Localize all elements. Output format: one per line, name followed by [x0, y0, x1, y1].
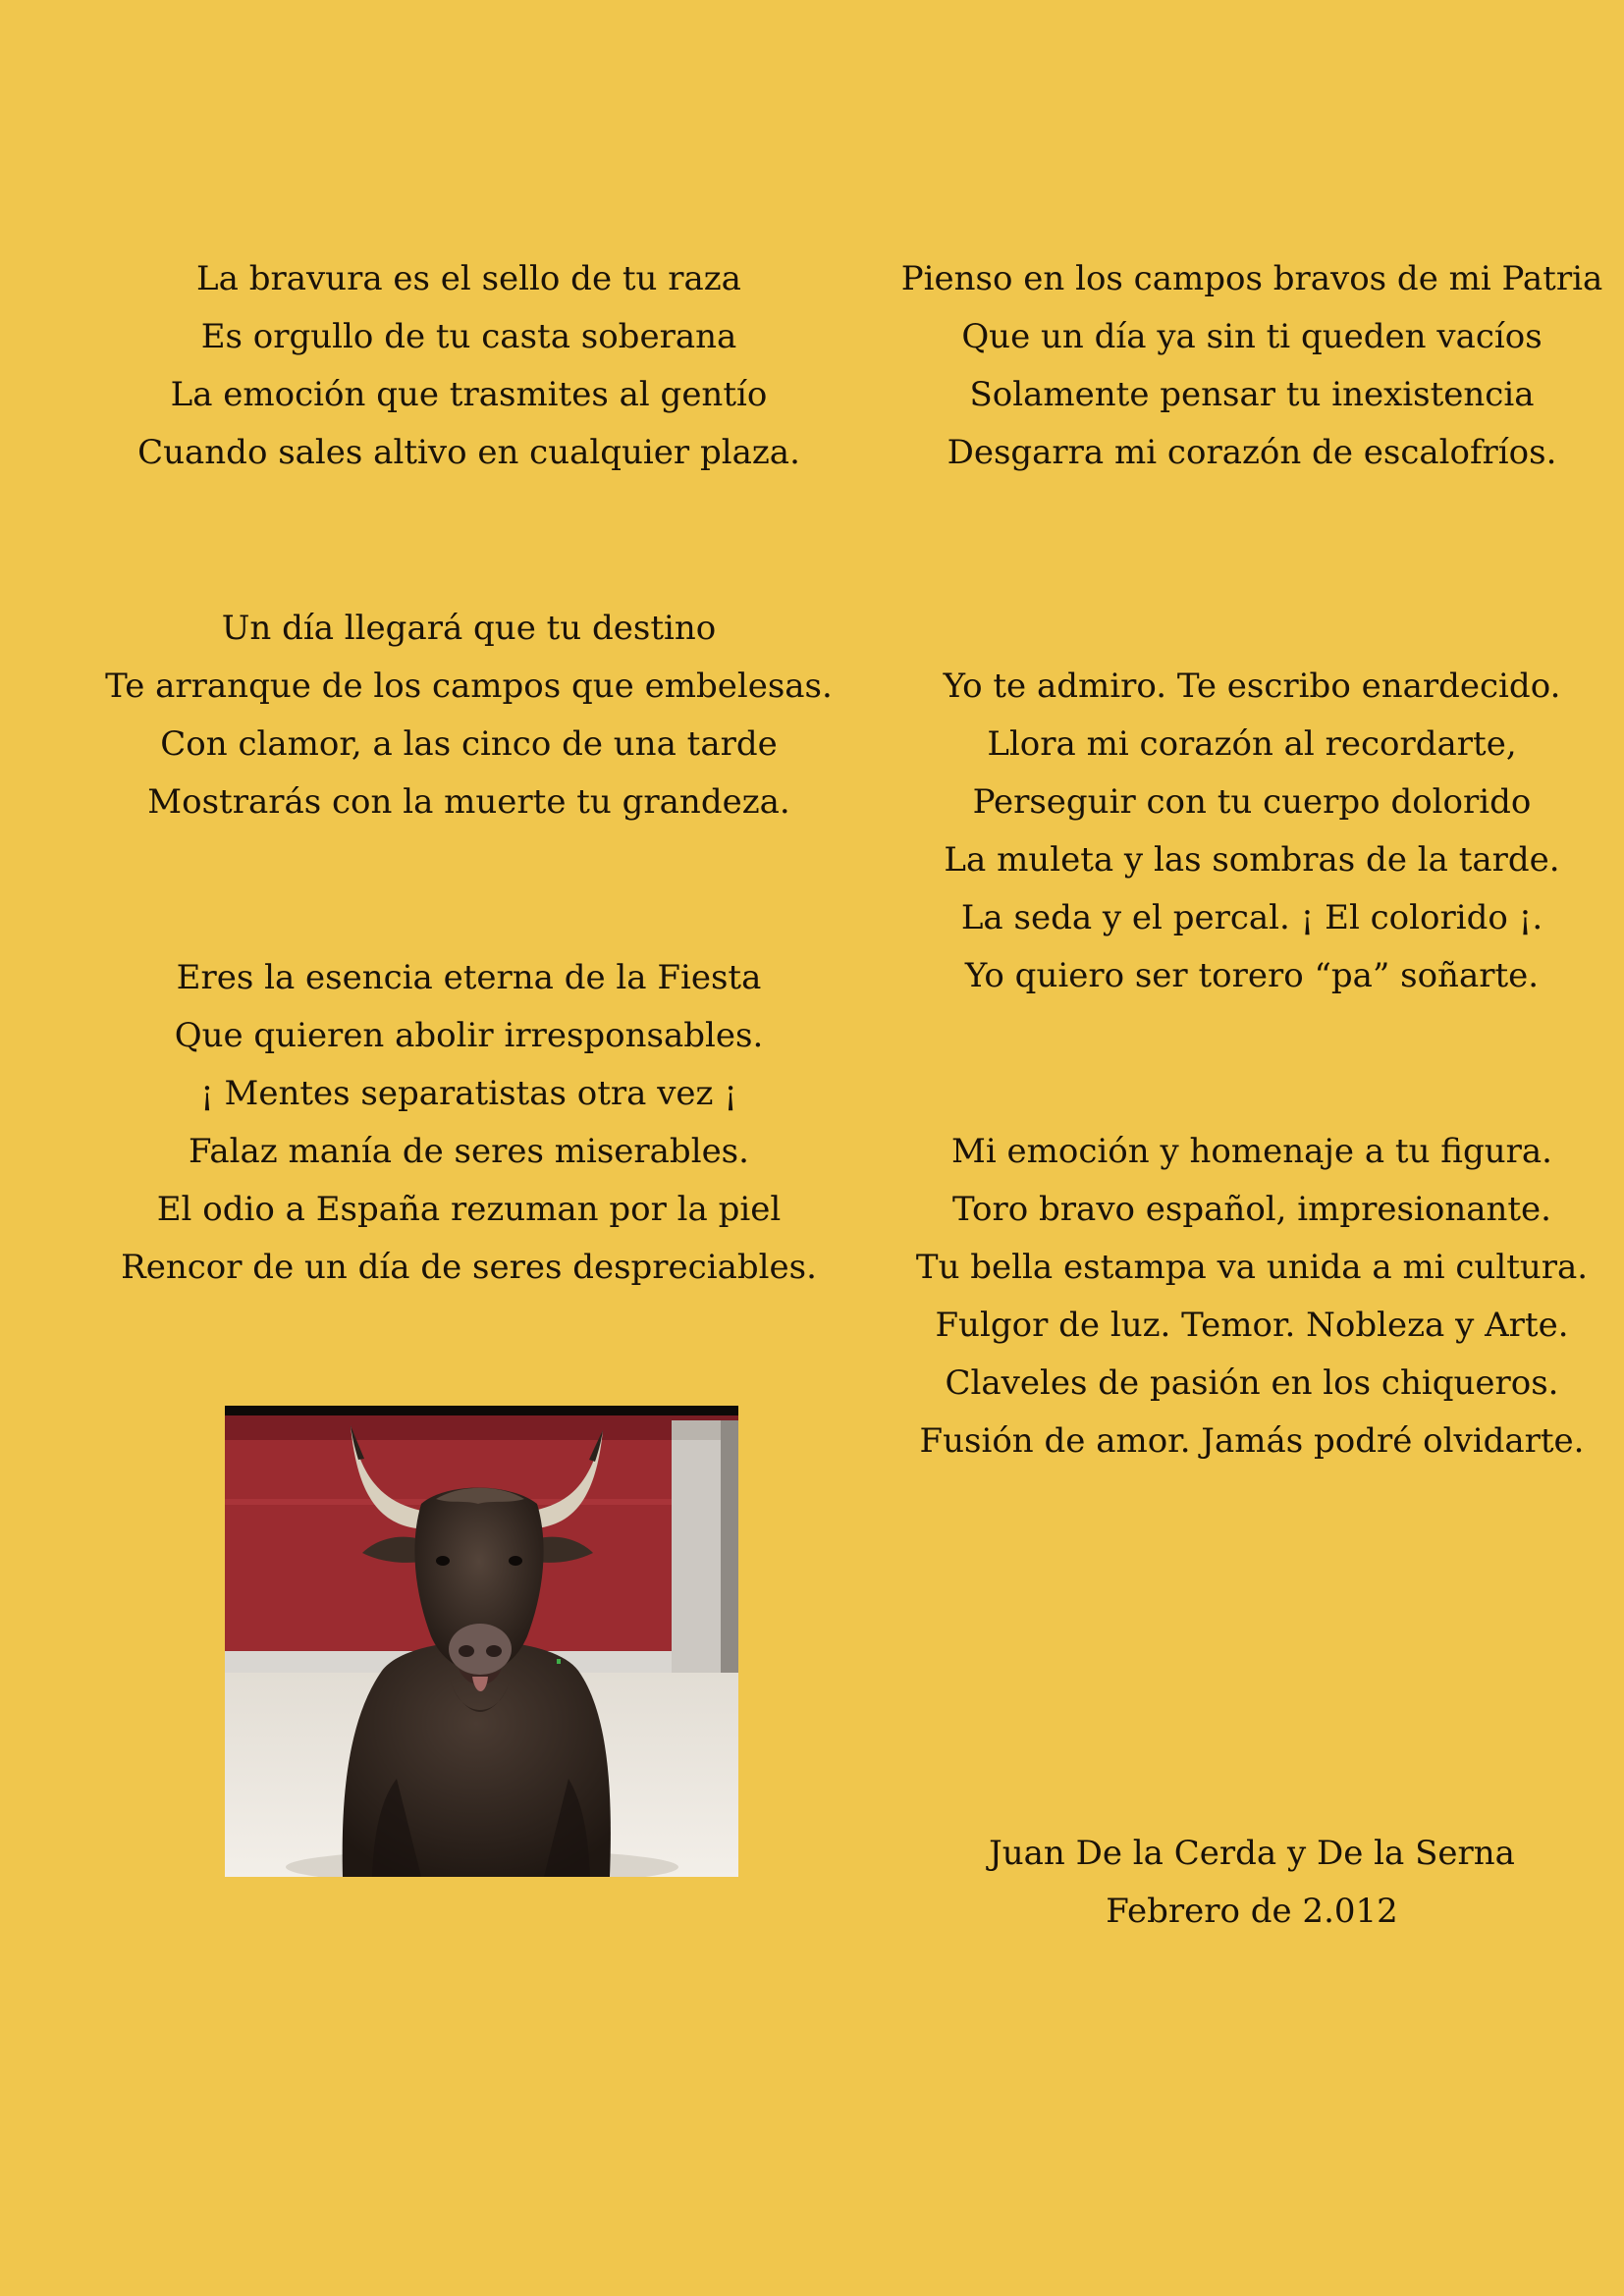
signature-block: [864, 1825, 1624, 1952]
verse-line: Cuando sales altivo en cualquier plaza.: [137, 433, 800, 472]
verse-line: ¡ Mentes separatistas otra vez ¡: [200, 1074, 737, 1113]
verse-line: Que quieren abolir irresponsables.: [174, 1016, 764, 1055]
signature-date: Febrero de 2.012: [1106, 1892, 1398, 1931]
verse-line: La bravura es el sello de tu raza: [196, 259, 741, 298]
verse-line: Mostrarás con la muerte tu grandeza.: [147, 782, 790, 822]
verse-line: El odio a España rezuman por la piel: [156, 1190, 782, 1229]
verse-line: Con clamor, a las cinco de una tarde: [160, 724, 778, 764]
verse-line: Claveles de pasión en los chiqueros.: [945, 1363, 1559, 1403]
verse-line: Te arranque de los campos que embelesas.: [105, 667, 833, 706]
verse-line: Pienso en los campos bravos de mi Patria: [900, 259, 1603, 298]
verse-line: Un día llegará que tu destino: [221, 609, 717, 648]
bull-photo: [225, 1406, 738, 1877]
verse-line: Desgarra mi corazón de escalofríos.: [947, 433, 1557, 472]
verse-line: Rencor de un día de seres despreciables.: [121, 1248, 817, 1287]
left-column: [79, 250, 859, 1330]
verse-line: Yo te admiro. Te escribo enardecido.: [943, 667, 1561, 706]
author-name: Juan De la Cerda y De la Serna: [989, 1834, 1515, 1873]
verse-line: Solamente pensar tu inexistencia: [969, 375, 1535, 414]
verse-line: Falaz manía de seres miserables.: [189, 1132, 749, 1171]
verse-line: Fulgor de luz. Temor. Nobleza y Arte.: [935, 1306, 1569, 1345]
verse-line: Mi emoción y homenaje a tu figura.: [951, 1132, 1552, 1171]
verse-line: Perseguir con tu cuerpo dolorido: [972, 782, 1532, 822]
verse-line: Yo quiero ser torero “pa” soñarte.: [964, 956, 1540, 995]
verse-line: Tu bella estampa va unida a mi cultura.: [915, 1248, 1589, 1287]
verse-line: Toro bravo español, impresionante.: [952, 1190, 1551, 1229]
verse-line: La emoción que trasmites al gentío: [170, 375, 768, 414]
verse-line: Llora mi corazón al recordarte,: [987, 724, 1517, 764]
verse-line: La seda y el percal. ¡ El colorido ¡.: [960, 898, 1543, 937]
verse-line: La muleta y las sombras de la tarde.: [944, 840, 1560, 880]
right-column: [864, 250, 1624, 1477]
verse-line: Que un día ya sin ti queden vacíos: [961, 317, 1543, 356]
verse-line: Eres la esencia eterna de la Fiesta: [176, 958, 762, 997]
verse-line: Es orgullo de tu casta soberana: [200, 317, 737, 356]
verse-line: Fusión de amor. Jamás podré olvidarte.: [919, 1421, 1585, 1461]
